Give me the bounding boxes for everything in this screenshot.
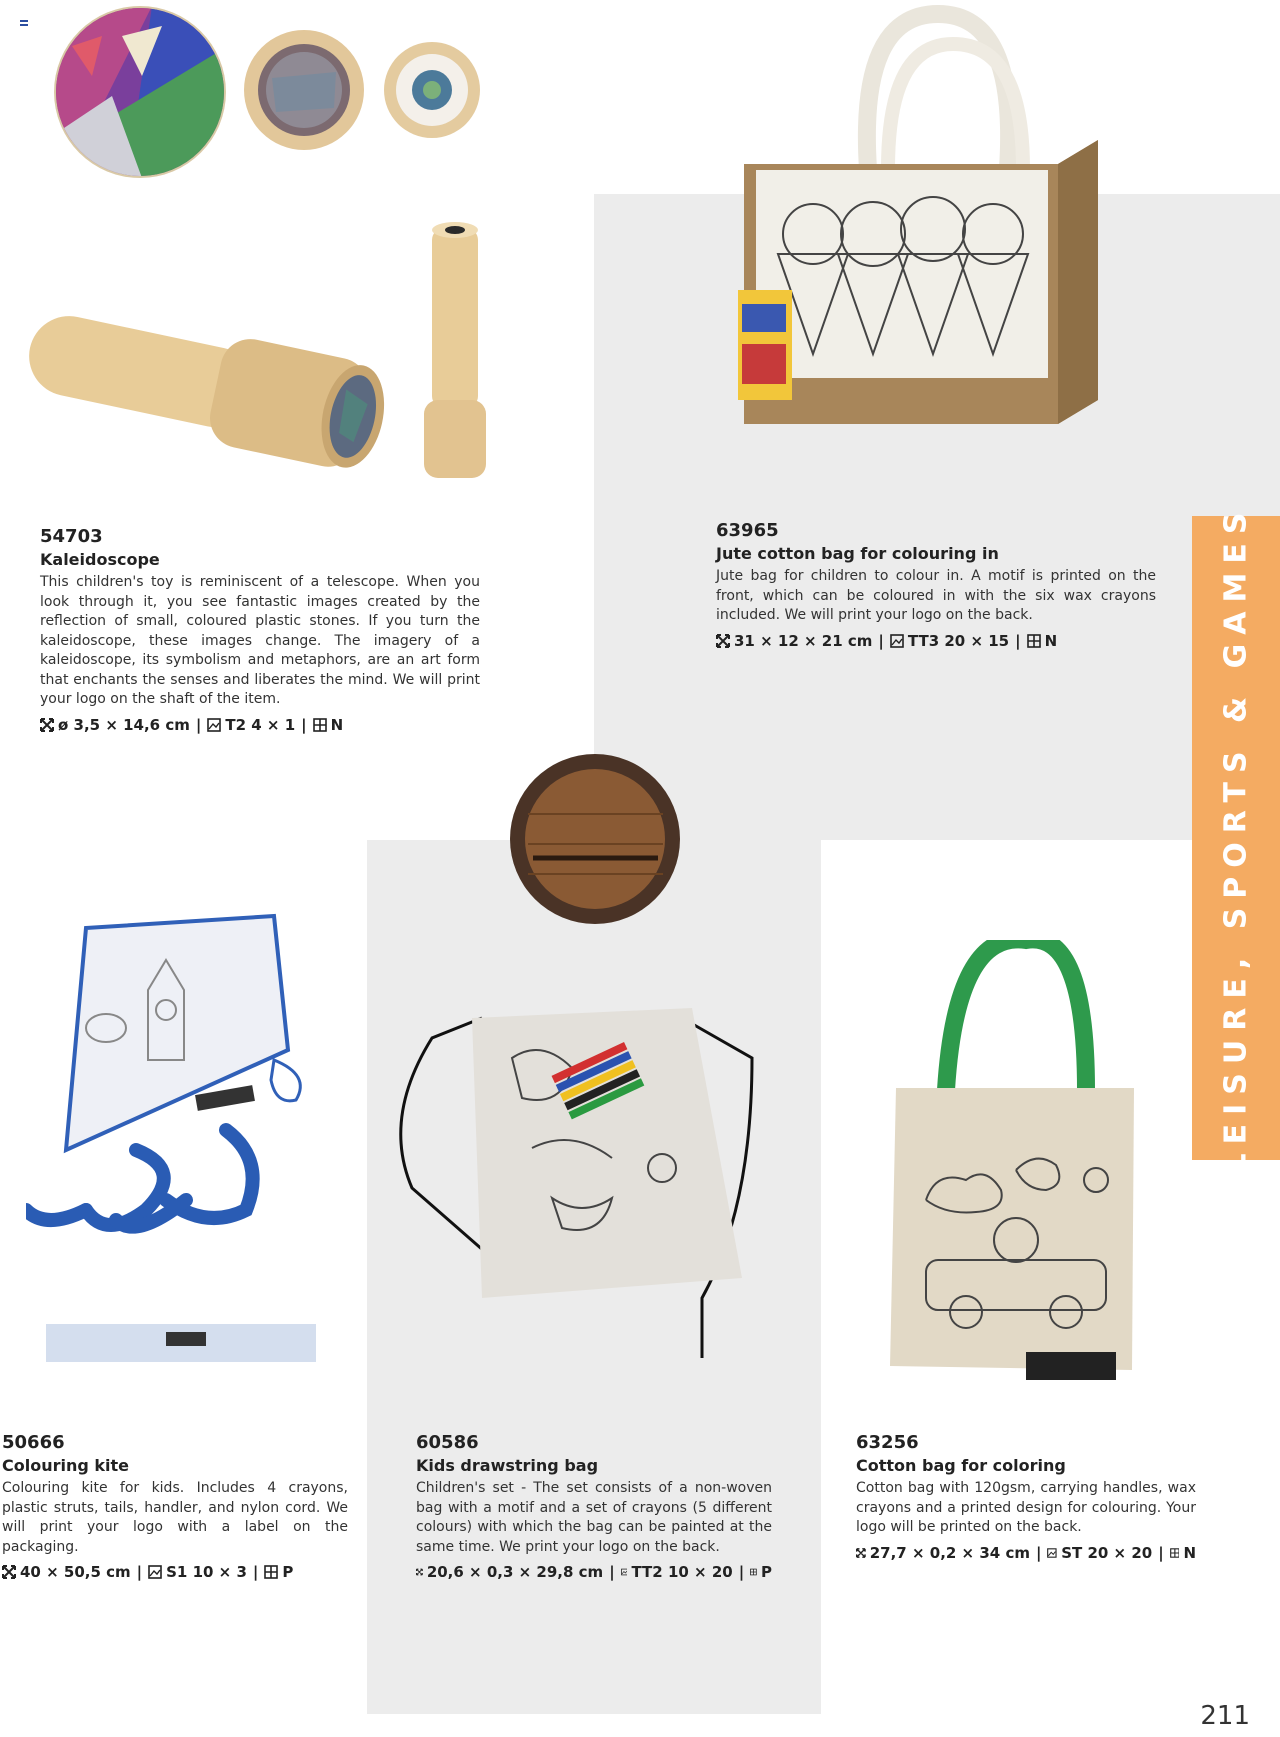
product-sku: 60586: [416, 1432, 479, 1453]
product-description: Children's set - The set consists of a non-woven bag with a motif and a set of crayons (5 different colours) with which the bag can be painted at the same time. We print your logo on the back.: [416, 1480, 772, 1555]
product-size: 20,6 × 0,3 × 29,8 cm: [426, 1563, 604, 1581]
product-packing: N: [1044, 631, 1058, 650]
packing-icon: [1170, 1546, 1180, 1560]
product-kaleidoscope: [40, 526, 480, 734]
dimensions-icon: [416, 1565, 423, 1579]
product-name: Kids drawstring bag: [416, 1456, 599, 1475]
product-size: 27,7 × 0,2 × 34 cm: [869, 1543, 1030, 1562]
product-specs: 31 × 12 × 21 cm | TT3 20 × 15 | N: [716, 632, 1156, 650]
jute-bag-image: [738, 4, 1104, 428]
product-print: TT2 10 × 20: [631, 1563, 733, 1581]
wooden-disc-image: [508, 754, 682, 924]
product-specs: 27,7 × 0,2 × 34 cm | ST 20 × 20 | N: [856, 1544, 1196, 1562]
language-flag-icon: [20, 20, 28, 26]
product-cotton-bag: [856, 1432, 1196, 1562]
product-print: S1 10 × 3: [166, 1563, 247, 1581]
product-name: Cotton bag for coloring: [856, 1456, 1066, 1475]
product-print: T2 4 × 1: [225, 715, 296, 734]
kaleidoscope-lens-image: [242, 28, 366, 152]
kaleidoscope-standing-image: [420, 220, 490, 482]
product-colouring-kite: [2, 1432, 348, 1581]
packing-icon: [313, 718, 327, 732]
product-specs: 20,6 × 0,3 × 29,8 cm | TT2 10 × 20 | P: [416, 1563, 772, 1581]
dimensions-icon: [2, 1565, 16, 1579]
product-packing: N: [330, 715, 344, 734]
packing-icon: [750, 1565, 757, 1579]
product-packing: N: [1183, 1543, 1196, 1562]
page-number: 211: [1200, 1701, 1250, 1731]
kaleidoscope-tube-image: [14, 300, 394, 490]
product-drawstring-bag: [416, 1432, 772, 1581]
product-description: This children's toy is reminiscent of a telescope. When you look through it, you see fantastic images created by the reflection of small, coloured plastic stones. If you turn the kaleidoscope, these images change. The imagery of a kaleidoscope, its symbolism and metaphors, are an art form that enchants the senses and liberates the mind. We will print your logo on the shaft of the item.: [40, 574, 480, 707]
kite-image: [26, 910, 336, 1370]
packing-icon: [264, 1565, 278, 1579]
packing-icon: [1027, 634, 1041, 648]
product-name: Jute cotton bag for colouring in: [716, 544, 999, 563]
dimensions-icon: [716, 634, 730, 648]
product-name: Colouring kite: [2, 1456, 130, 1475]
print-area-icon: [1047, 1546, 1057, 1560]
product-size: ø 3,5 × 14,6 cm: [58, 715, 190, 734]
dimensions-icon: [856, 1546, 866, 1560]
kaleidoscope-eyepiece-image: [382, 40, 482, 140]
product-sku: 54703: [40, 526, 103, 547]
print-area-icon: [148, 1565, 162, 1579]
product-packing: P: [282, 1563, 294, 1581]
product-print: TT3 20 × 15: [907, 631, 1010, 650]
product-packing: P: [761, 1563, 773, 1581]
product-sku: 63256: [856, 1432, 919, 1453]
product-description: Colouring kite for kids. Includes 4 crayons, plastic struts, tails, handler, and nylon cord. We will print your logo with a label on the packaging.: [2, 1480, 348, 1555]
product-size: 40 × 50,5 cm: [20, 1563, 131, 1581]
product-jute-bag: [716, 520, 1156, 650]
product-description: Jute bag for children to colour in. A motif is printed on the front, which can be coloured in with the six wax crayons included. We will print your logo on the back.: [716, 568, 1156, 623]
print-area-icon: [890, 634, 904, 648]
product-sku: 63965: [716, 520, 779, 541]
product-size: 31 × 12 × 21 cm: [734, 631, 873, 650]
product-print: ST 20 × 20: [1061, 1543, 1153, 1562]
category-tab: [1192, 503, 1280, 1173]
print-area-icon: [207, 718, 221, 732]
category-tab-label: LEISURE, SPORTS & GAMES: [1218, 503, 1254, 1173]
drawstring-bag-image: [372, 998, 792, 1366]
product-name: Kaleidoscope: [40, 550, 160, 569]
product-description: Cotton bag with 120gsm, carrying handles, wax crayons and a printed design for colouring. Your logo will be printed on the back.: [856, 1480, 1196, 1535]
cotton-bag-image: [886, 940, 1146, 1386]
product-specs: 40 × 50,5 cm | S1 10 × 3 | P: [2, 1563, 348, 1581]
kaleidoscope-pattern-image: [52, 6, 228, 178]
product-specs: ø 3,5 × 14,6 cm | T2 4 × 1 | N: [40, 716, 480, 734]
print-area-icon: [621, 1565, 628, 1579]
dimensions-icon: [40, 718, 54, 732]
product-sku: 50666: [2, 1432, 65, 1453]
